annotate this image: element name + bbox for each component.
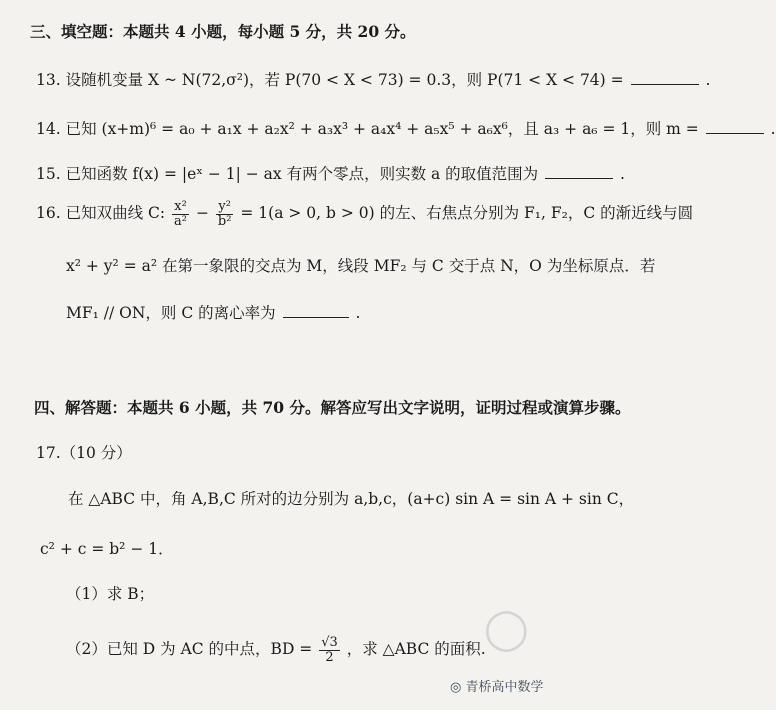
section3-heading: 三、填空题：本题共 4 小题，每小题 5 分，共 20 分。 xyxy=(30,22,416,41)
q16-minus: − xyxy=(195,204,209,223)
frac-2: 2 xyxy=(325,649,334,665)
q16-number: 16. xyxy=(36,204,61,223)
q16-answer-blank[interactable] xyxy=(283,303,349,318)
q16-text-b: = 1(a > 0, b > 0) 的左、右焦点分别为 F₁, F₂，C 的渐近线与圆 xyxy=(240,204,694,223)
q14-period: . xyxy=(770,120,776,138)
q16-period: . xyxy=(355,304,361,322)
q17-part1: （1）求 B； xyxy=(66,585,155,603)
q15-text: 已知函数 f(x) = |eˣ − 1| − ax 有两个零点，则实数 a 的取值范围为 xyxy=(65,165,539,183)
question-16-line1 xyxy=(36,200,693,228)
q17-part2-text-b: ，求 △ABC 的面积. xyxy=(346,640,486,659)
q16-text-c: MF₁ // ON，则 C 的离心率为 xyxy=(66,304,276,322)
q15-number: 15. xyxy=(36,165,61,183)
frac-x-numerator: x² xyxy=(172,200,189,215)
wechat-icon: ◎ xyxy=(450,680,462,695)
frac-x-denominator: a² xyxy=(174,213,188,229)
wechat-source-label xyxy=(450,676,544,695)
watermark-logo: ◯ xyxy=(484,606,531,652)
question-16-line2: x² + y² = a² 在第一象限的交点为 M，线段 MF₂ 与 C 交于点 N，O 为坐标原点．若 xyxy=(66,257,656,275)
q13-text: 设随机变量 X ~ N(72,σ²)，若 P(70 < X < 73) = 0.3，则 P(71 < X < 74) = xyxy=(65,71,624,89)
frac-sqrt3: √3 xyxy=(321,635,338,650)
q13-number: 13. xyxy=(36,71,61,89)
q16-text-a: 已知双曲线 C: xyxy=(65,204,166,223)
question-13 xyxy=(36,68,710,90)
q15-period: . xyxy=(620,165,625,183)
q14-answer-blank[interactable] xyxy=(706,119,764,134)
q13-answer-blank[interactable] xyxy=(631,70,699,85)
question-15 xyxy=(36,162,625,184)
frac-y-denominator: b² xyxy=(217,213,232,229)
section4-heading: 四、解答题：本题共 6 小题，共 70 分。解答应写出文字说明，证明过程或演算步骤。 xyxy=(34,398,631,417)
q16-fraction-x xyxy=(172,200,189,228)
question-16-line3 xyxy=(66,301,360,323)
question-14 xyxy=(36,117,776,139)
q17-header: 17.（10 分） xyxy=(36,444,132,462)
q14-text: 已知 (x+m)⁶ = a₀ + a₁x + a₂x² + a₃x³ + a₄x⁴ + a₅x⁵ + a₆x⁶，且 a₃ + a₆ = 1，则 m = xyxy=(65,120,699,138)
frac-y-numerator: y² xyxy=(216,200,234,215)
q15-answer-blank[interactable] xyxy=(545,164,613,179)
q14-number: 14. xyxy=(36,120,61,138)
q13-period: . xyxy=(705,71,711,89)
wechat-source-text: 青桥高中数学 xyxy=(465,680,544,695)
q17-line2: c² + c = b² − 1． xyxy=(40,540,174,558)
q17-part2 xyxy=(66,636,486,664)
q17-part2-text-a: （2）已知 D 为 AC 的中点，BD = xyxy=(66,640,313,659)
q17-line1: 在 △ABC 中，角 A,B,C 所对的边分别为 a,b,c，(a+c) sin A = sin A + sin C， xyxy=(68,490,635,508)
q17-fraction xyxy=(319,636,340,664)
q16-fraction-y xyxy=(216,200,234,228)
